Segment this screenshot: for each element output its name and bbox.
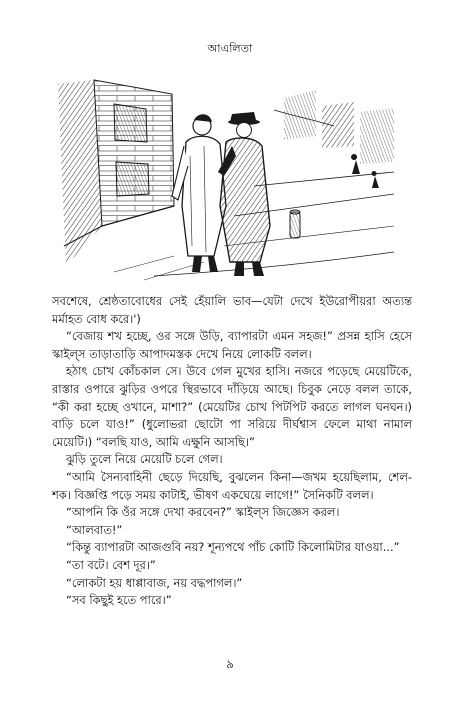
page-number: ৯ (226, 657, 234, 671)
paragraph: সবশেষে, শ্রেষ্ঠতাবোধের সেই হেঁয়ালি ভাব—যেটা দেখে ইউরোপীয়রা অত্যন্ত মর্মাহত বোধ করে।') (52, 294, 412, 326)
paragraph: ঝুড়ি তুলে নিয়ে মেয়েটি চলে গেল। (66, 452, 223, 467)
paragraph: হঠাৎ চোখ কোঁচকাল সে। উবে গেল মুখের হাসি। নজরে পড়েছে মেয়েটিকে, রাস্তার ওপারে ঝুড়ির ওপরে স্থিরভাবে দাঁড়িয়ে আছে। চিবুক নেড়ে বলল তাকে, “কী করা হচ্ছে ওখানে, মাশা?” (মেয়েটির চোখ পিটপিট করতে লাগল ঘনঘন।) বাড়ি চলে যাও!” (ধুলোভরা ছোটো পা সরিয়ে দীর্ঘশ্বাস ফেলে মাথা নামাল মেয়েটি।) “বলছি যাও, আমি এক্ষুনি আসছি।” (52, 364, 412, 449)
running-head: আএলিতা (207, 42, 253, 55)
paragraph: “আমি সৈন্যবাহিনী ছেড়ে দিয়েছি, বুঝলেন কিনা—জখম হয়েছিলাম, শেল-শক। বিজ্ঞপ্তি পড়ে সময় কাটাই, ভীষণ একঘেয়ে লাগে!” সৈনিকটি বলল। (52, 469, 412, 502)
paragraph: “সব কিছুই হতে পারে।” (66, 593, 172, 608)
paragraph: “লোকটা হয় ধাপ্পাবাজ, নয় বদ্ধপাগল।” (66, 575, 243, 590)
building-wall (58, 80, 174, 266)
man-in-light-coat (172, 114, 226, 272)
body-text (52, 293, 412, 610)
street-scene-illustration (54, 76, 400, 282)
paragraph: “তা বটে। বেশ দূর।” (66, 557, 156, 572)
paragraph: “আলবাত!” (66, 522, 123, 537)
paragraph: “আপনি কি ওঁর সঙ্গে দেখা করবেন?” স্কাইল্‌স জিজ্ঞেস করল। (66, 505, 340, 520)
man-in-dark-coat (218, 112, 270, 276)
paragraph: “বেজায় শখ হচ্ছে, ওর সঙ্গে উড়ি, ব্যাপারটা এমন সহজ!” প্রসন্ন হাসি হেসে স্কাইল্‌স তাড়াতাড়ি আপাদমস্তক দেখে নিয়ে লোকটি বলল। (52, 329, 412, 361)
paragraph: “কিন্তু ব্যাপারটা আজগুবি নয়? শূন্যপথে পাঁচ কোটি কিলোমিটার যাওয়া...” (66, 540, 400, 555)
